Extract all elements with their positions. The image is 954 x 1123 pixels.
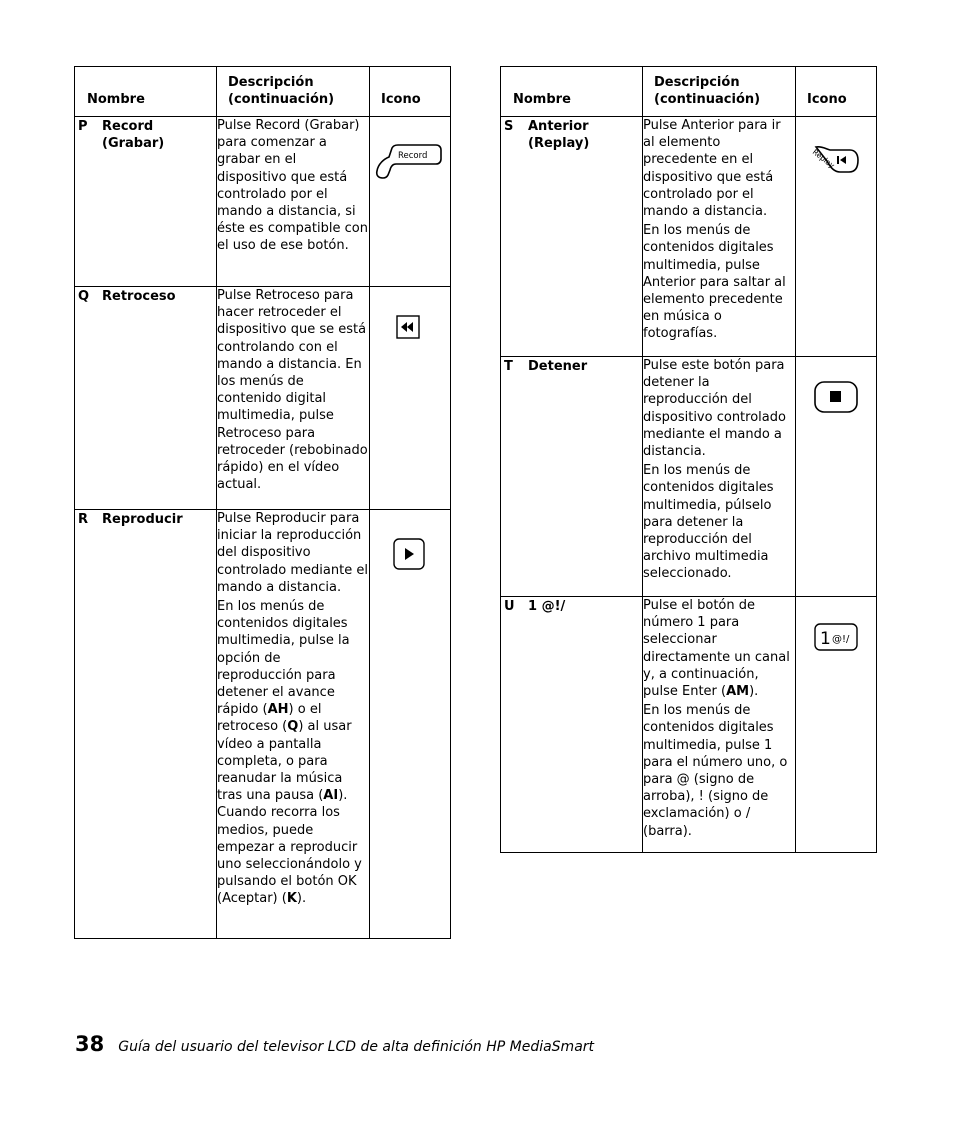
replay-icon	[810, 143, 864, 183]
header-descripcion: Descripción (continuación)	[217, 67, 370, 117]
description-cell: Pulse Record (Grabar) para comenzar a grabar en el dispositivo que está controlado por el mando a distancia, si éste es compatible con el uso de ese botón.	[217, 117, 370, 287]
number-one-icon	[814, 623, 858, 651]
play-icon	[393, 538, 425, 570]
description-cell: Pulse el botón de número 1 para seleccionar directamente un canal y, a continuación, pulse Enter (AM). En los menús de contenidos digitales multimedia, pulse 1 para el número uno, o para @ (signo de arroba), ! (signo de exclamación) o / (barra).	[643, 597, 796, 853]
row-letter: R	[78, 512, 89, 527]
svg-text:@!/: @!/	[832, 634, 850, 645]
table-header-row	[501, 67, 877, 117]
table-row	[501, 117, 877, 357]
description-cell: Pulse Anterior para ir al elemento precedente en el dispositivo que está controlado por el mando a distancia. En los menús de contenidos digitales multimedia, pulse Anterior para saltar al elemento precedente en música o fotografías.	[643, 117, 796, 357]
rewind-icon	[396, 315, 420, 339]
button-name: Record	[102, 119, 154, 134]
name-cell: P Record (Grabar)	[75, 117, 217, 287]
button-name: 1 @!/	[528, 599, 566, 614]
name-cell: S Anterior (Replay)	[501, 117, 643, 357]
header-icono: Icono	[796, 67, 877, 117]
svg-text:1: 1	[820, 629, 831, 649]
footer-title: Guía del usuario del televisor LCD de alta definición HP MediaSmart	[118, 1039, 595, 1055]
row-letter: P	[78, 119, 88, 134]
table-row	[501, 357, 877, 597]
table-row	[501, 597, 877, 853]
table-row	[75, 510, 451, 939]
row-letter: Q	[78, 289, 90, 304]
header-nombre: Nombre	[75, 67, 217, 117]
name-cell	[501, 357, 643, 597]
table-row	[75, 117, 451, 287]
header-icono: Icono	[370, 67, 451, 117]
icon-cell	[370, 117, 451, 287]
description-cell: Pulse Retroceso para hacer retroceder el dispositivo que se está controlando con el mando a distancia. En los menús de contenido digital multimedia, pulse Retroceso para retroceder (rebobinado rápido) en el vídeo actual.	[217, 287, 370, 510]
button-name: Retroceso	[102, 289, 176, 304]
record-icon	[374, 142, 444, 180]
row-letter: U	[504, 599, 515, 614]
name-cell	[501, 597, 643, 853]
name-cell	[75, 510, 217, 939]
icon-cell	[796, 357, 877, 597]
button-name: Detener	[528, 359, 588, 374]
table-row	[75, 287, 451, 510]
svg-text:Replay: Replay	[810, 147, 837, 171]
description-cell: Pulse este botón para detener la reproducción del dispositivo controlado mediante el mando a distancia. En los menús de contenidos digitales multimedia, púlselo para detener la reproducción del archivo multimedia seleccionado.	[643, 357, 796, 597]
icon-cell	[796, 117, 877, 357]
icon-cell	[370, 510, 451, 939]
button-table-left	[74, 66, 451, 939]
page-number: 38	[75, 1032, 105, 1056]
icon-cell	[370, 287, 451, 510]
stop-icon	[814, 381, 858, 413]
page-footer	[75, 1032, 594, 1056]
table-header-row	[75, 67, 451, 117]
name-cell	[75, 287, 217, 510]
row-letter: S	[504, 119, 514, 134]
header-nombre: Nombre	[501, 67, 643, 117]
svg-text:Record: Record	[398, 151, 428, 161]
button-table-right	[500, 66, 877, 853]
row-letter: T	[504, 359, 513, 374]
button-name: Reproducir	[102, 512, 183, 527]
header-descripcion: Descripción (continuación)	[643, 67, 796, 117]
icon-cell	[796, 597, 877, 853]
button-name: Anterior	[528, 119, 589, 134]
description-cell: Pulse Reproducir para iniciar la reproducción del dispositivo controlado mediante el mando a distancia. En los menús de contenidos digitales multimedia, pulse la opción de reproducción para detener el avance rápido (AH) o el retroceso (Q) al usar vídeo a pantalla completa, o para reanudar la música tras una pausa (AI). Cuando recorra los medios, puede empezar a reproducir uno seleccionándolo y pulsando el botón OK (Aceptar) (K).	[217, 510, 370, 939]
